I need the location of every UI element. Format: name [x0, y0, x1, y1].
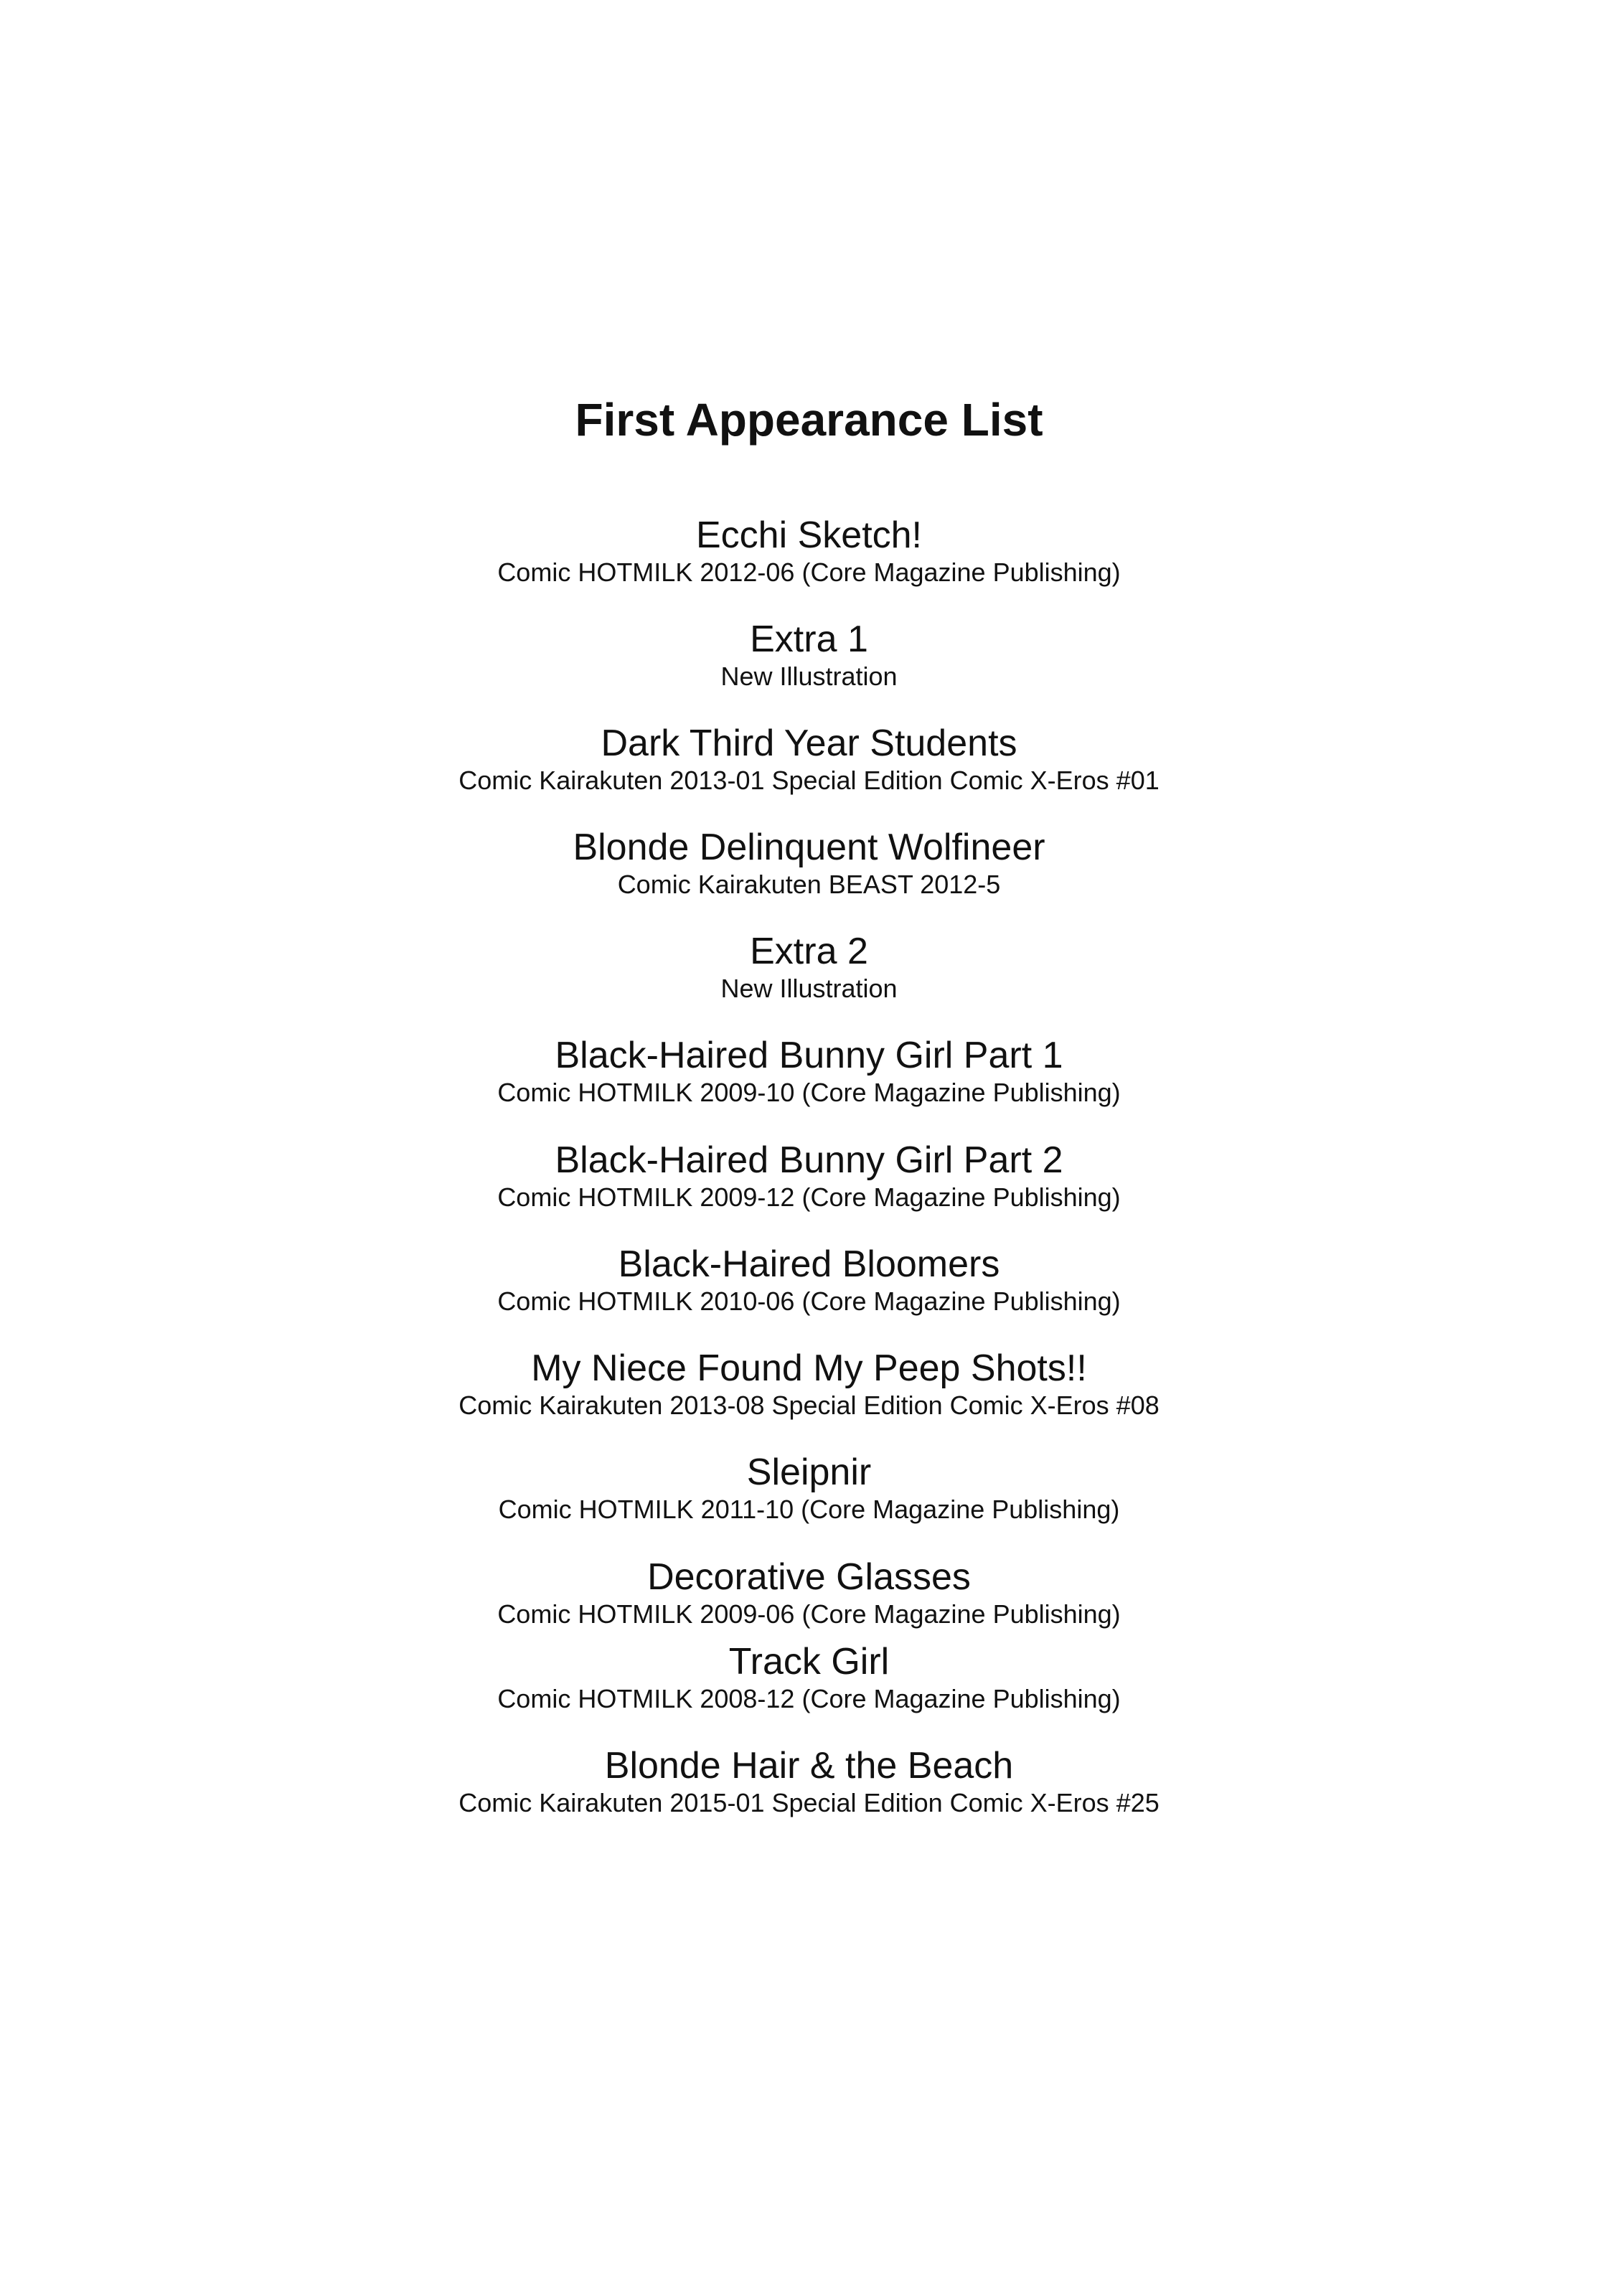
entry-title: Black-Haired Bunny Girl Part 2 [555, 1139, 1063, 1181]
appearance-entry [0, 514, 1618, 588]
entry-source: Comic HOTMILK 2008-12 (Core Magazine Publishing) [497, 1684, 1121, 1713]
entry-title: Extra 2 [750, 931, 868, 972]
appearance-entry [0, 1347, 1618, 1421]
appearance-entry [0, 1556, 1618, 1630]
entry-title: My Niece Found My Peep Shots!! [531, 1347, 1087, 1389]
page-title: First Appearance List [575, 394, 1043, 446]
entry-source: New Illustration [720, 662, 898, 691]
appearance-entry [0, 1451, 1618, 1525]
entry-source: Comic HOTMILK 2009-12 (Core Magazine Publishing) [497, 1182, 1121, 1212]
entry-title: Track Girl [728, 1641, 890, 1683]
entry-source: Comic HOTMILK 2012-06 (Core Magazine Publishing) [497, 557, 1121, 587]
entry-title: Ecchi Sketch! [695, 514, 923, 556]
entry-source: Comic HOTMILK 2011-10 (Core Magazine Publishing) [498, 1495, 1120, 1524]
entry-title: Blonde Hair & the Beach [604, 1745, 1014, 1787]
appearance-entry [0, 1744, 1618, 1819]
appearance-entry [0, 930, 1618, 1004]
entry-source: Comic HOTMILK 2009-06 (Core Magazine Publishing) [497, 1599, 1121, 1629]
entry-title: Black-Haired Bloomers [618, 1243, 1000, 1285]
entry-title: Dark Third Year Students [601, 723, 1017, 764]
entry-source: Comic HOTMILK 2010-06 (Core Magazine Publishing) [497, 1286, 1121, 1316]
entry-title: Black-Haired Bunny Girl Part 1 [555, 1035, 1063, 1076]
entry-source: Comic Kairakuten 2015-01 Special Edition Comic X-Eros #25 [458, 1788, 1160, 1817]
entry-source: Comic Kairakuten 2013-08 Special Edition Comic X-Eros #08 [458, 1391, 1160, 1420]
entry-source: New Illustration [720, 974, 898, 1003]
appearance-entry [0, 826, 1618, 900]
appearance-entry [0, 1243, 1618, 1317]
entry-title: Decorative Glasses [647, 1556, 971, 1598]
entry-title: Sleipnir [746, 1452, 872, 1493]
entry-source: Comic Kairakuten BEAST 2012-5 [617, 870, 1001, 899]
entry-title: Blonde Delinquent Wolfineer [573, 827, 1045, 868]
entry-title: Extra 1 [750, 618, 868, 660]
appearance-entry [0, 1139, 1618, 1213]
appearance-entry [0, 1034, 1618, 1109]
appearance-entry [0, 722, 1618, 796]
entry-source: Comic Kairakuten 2013-01 Special Edition Comic X-Eros #01 [458, 766, 1160, 795]
entry-source: Comic HOTMILK 2009-10 (Core Magazine Publishing) [497, 1078, 1121, 1107]
appearance-entry [0, 1640, 1618, 1715]
appearance-entry [0, 618, 1618, 692]
